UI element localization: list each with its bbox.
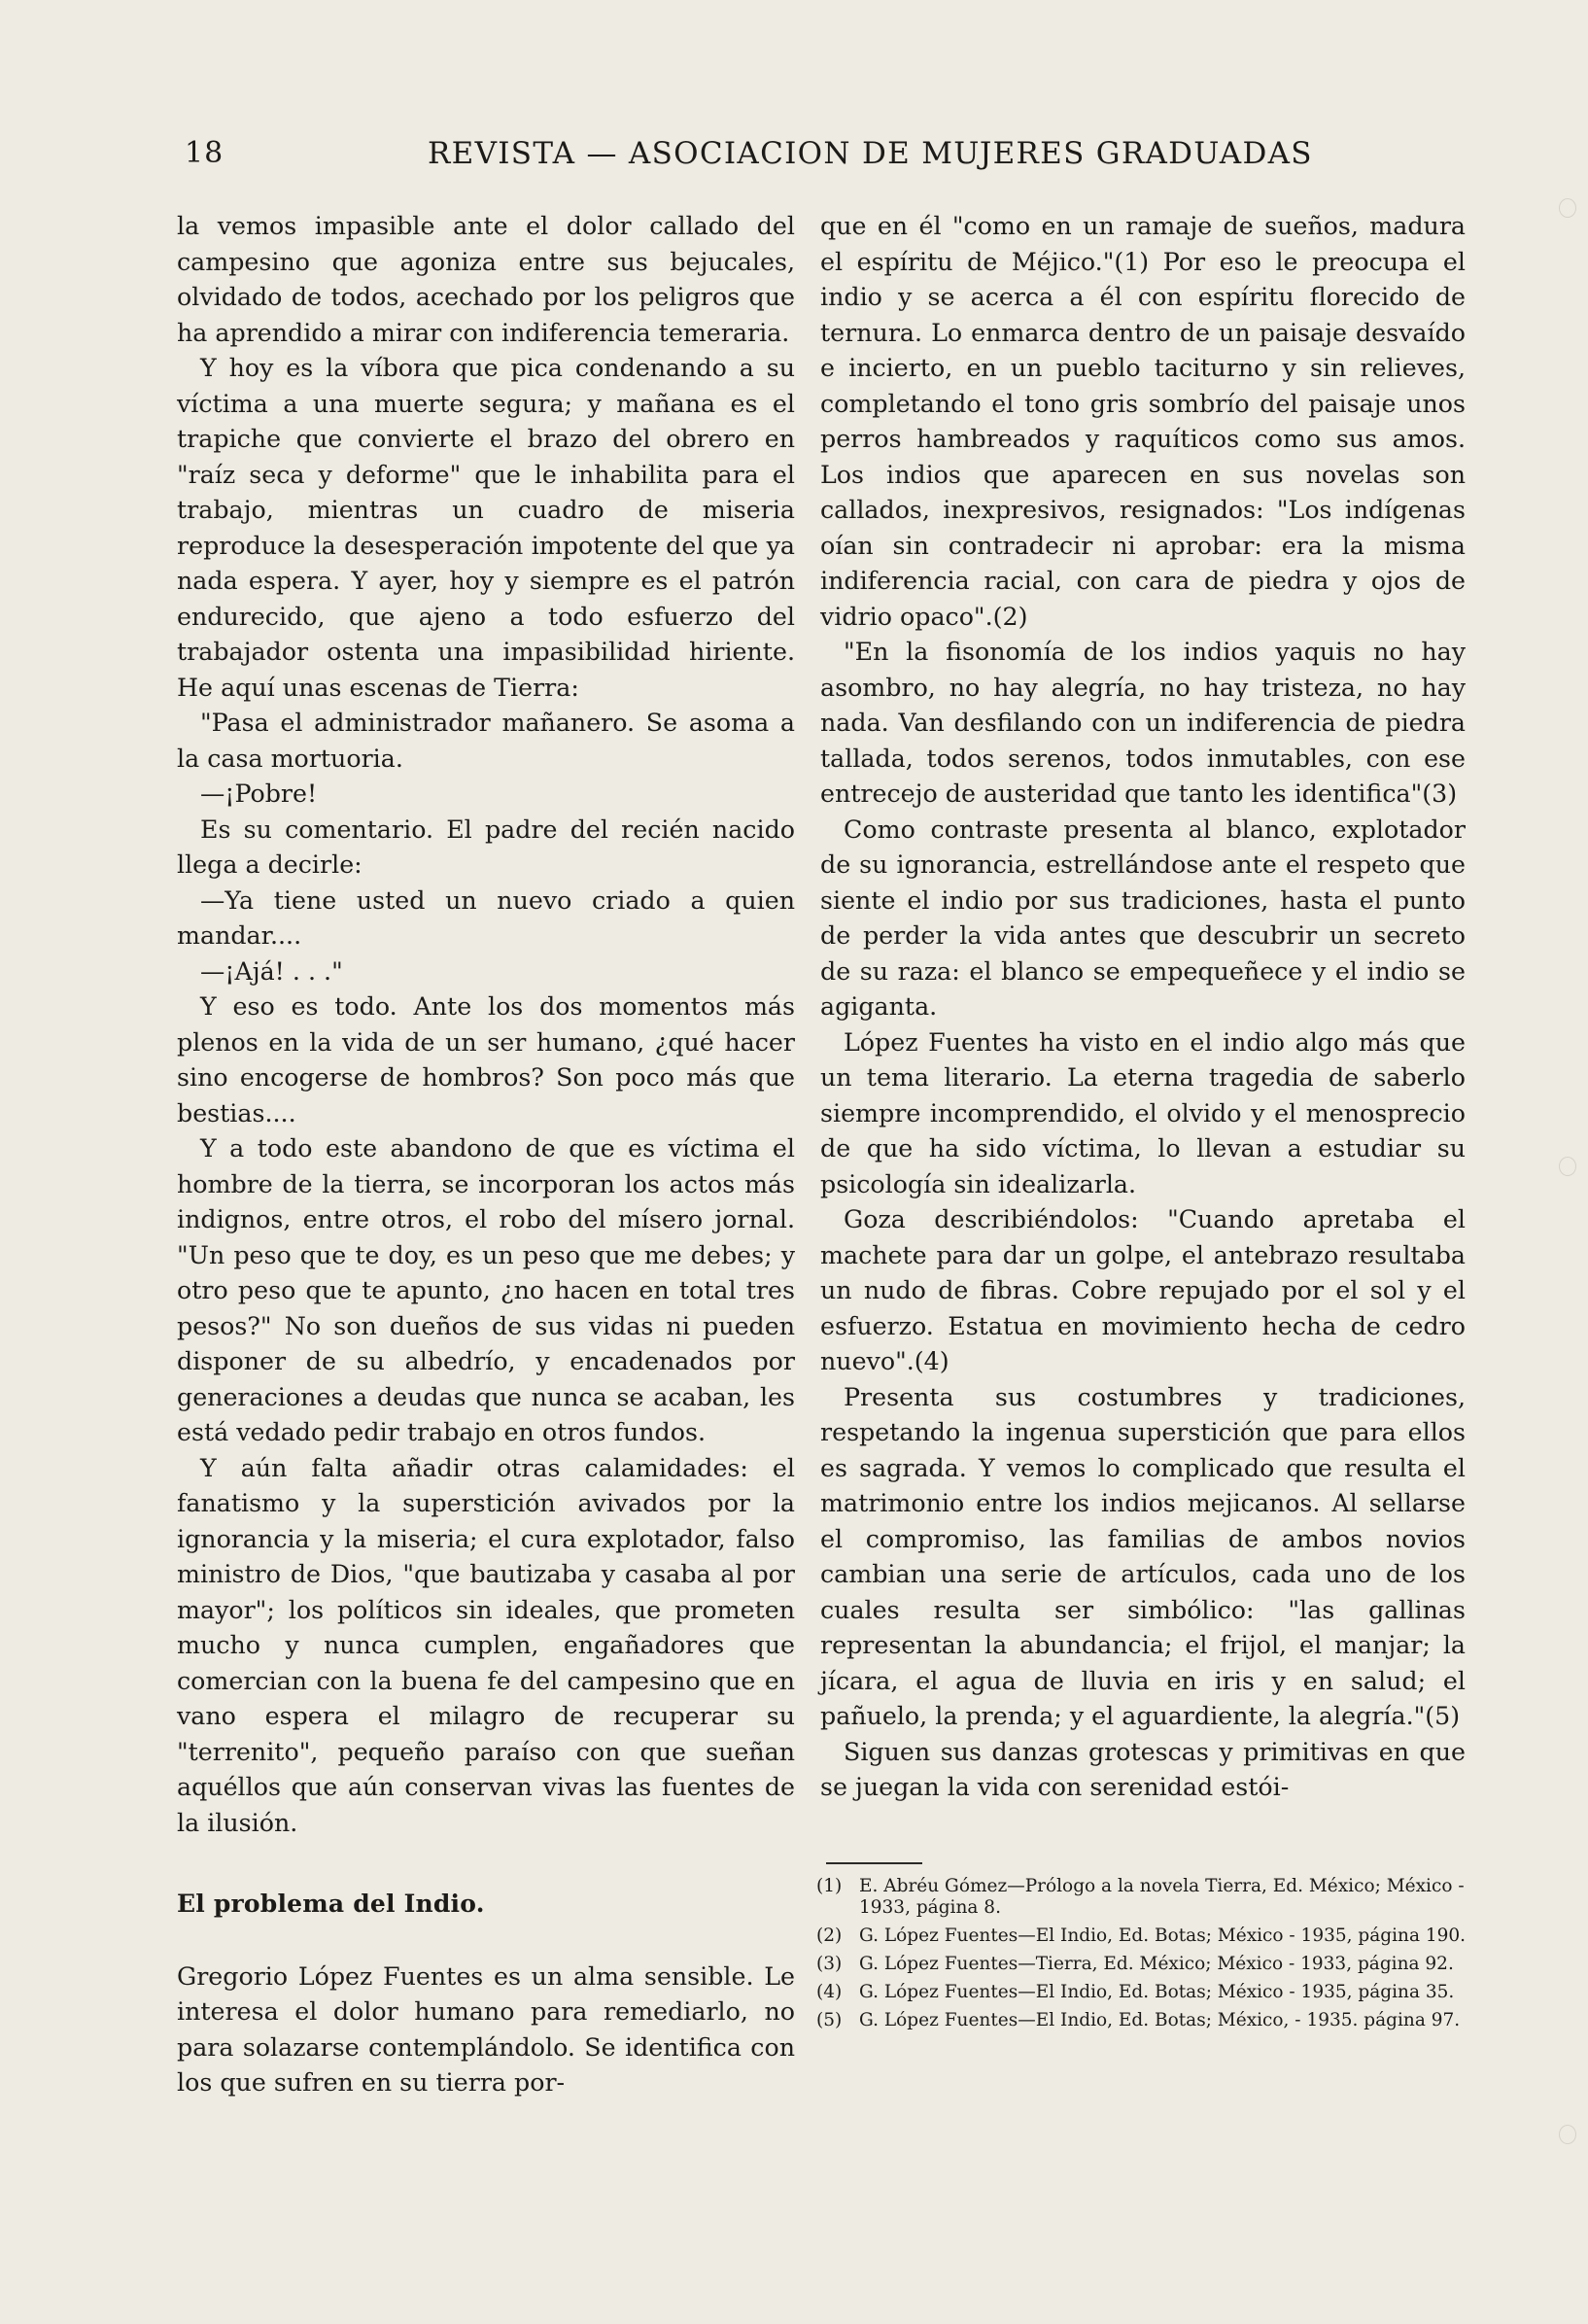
footnote-number: (2) [816, 1925, 843, 1946]
quoted-paragraph: "En la fisonomía de los indios yaquis no hay asombro, no hay alegría, no hay tristeza, no hay nada. Van desfilando con un indiferencia de piedra tallada, todos serenos, todos inmutables, con ese entrecejo de austeridad que tanto les identifica"(3) [820, 638, 1466, 808]
footnote-text: E. Abréu Gómez—Prólogo a la novela Tierra, Ed. México; México - 1933, página 8. [859, 1876, 1465, 1918]
footnote [816, 1876, 1467, 1919]
footnote-text: G. López Fuentes—El Indio, Ed. Botas; México - 1935, página 35. [859, 1982, 1455, 2002]
paragraph: Y aún falta añadir otras calamidades: el fanatismo y la superstición avivados por la ignorancia y la miseria; el cura explotador, falso ministro de Dios, "que bautizaba y casaba al por mayor"; los políticos sin ideales, que prometen mucho y nunca cumplen, engañadores que comercian con la buena fe del campesino que en vano espera el milagro de recuperar su "terrenito", pequeño paraíso con que sueñan aquéllos que aún conservan vivas las fuentes de la ilusión. [177, 1453, 795, 1837]
footnote [816, 1925, 1467, 1947]
paragraph: Y a todo este abandono de que es víctima el hombre de la tierra, se incorporan los actos más indignos, entre otros, el robo del mísero jornal. "Un peso que te doy, es un peso que me debes; y otro peso que te apunto, ¿no hacen en total tres pesos?" No son dueños de sus vidas ni pueden disponer de su albedrío, y encadenados por generaciones a deudas que nunca se acaban, les está vedado pedir trabajo en otros fundos. [177, 1134, 795, 1446]
footnote-number: (3) [816, 1954, 843, 1974]
paragraph: la vemos impasible ante el dolor callado del campesino que agoniza entre sus bejucales, olvidado de todos, acechado por los peligros que ha aprendido a mirar con indiferencia temeraria. [177, 212, 795, 347]
footnote-divider [826, 1862, 922, 1864]
page-number: 18 [185, 136, 224, 170]
paragraph: Es su comentario. El padre del recién nacido llega a decirle: [177, 815, 795, 879]
paragraph: Como contraste presenta al blanco, explotador de su ignorancia, estrellándose ante el respeto que siente el indio por sus tradiciones, hasta el punto de perder la vida antes que descubrir un secreto de su raza: el blanco se empequeñece y el indio se agiganta. [820, 815, 1466, 1021]
footnote-text: G. López Fuentes—El Indio, Ed. Botas; México - 1935, página 190. [859, 1925, 1467, 1946]
paragraph: Goza describiéndolos: "Cuando apretaba el machete para dar un golpe, el antebrazo resultaba un nudo de fibras. Cobre repujado por el sol y el esfuerzo. Estatua en movimiento hecha de cedro nuevo".(4) [820, 1205, 1466, 1375]
footnote [816, 2010, 1467, 2031]
running-title: REVISTA — ASOCIACION DE MUJERES GRADUADAS [428, 136, 1313, 171]
paragraph: Siguen sus danzas grotescas y primitivas en que se juegan la vida con serenidad estói- [820, 1737, 1466, 1801]
footnote-number: (4) [816, 1982, 843, 2002]
paragraph: Y eso es todo. Ante los dos momentos más plenos en la vida de un ser humano, ¿qué hacer sino encogerse de hombros? Son poco más que bestias.... [177, 992, 795, 1127]
section-title: El problema del Indio. [177, 1890, 485, 1918]
footnote-text: G. López Fuentes—El Indio, Ed. Botas; México, - 1935. página 97. [859, 2010, 1461, 2030]
right-text-column [820, 209, 1466, 1806]
page-binding-mark [1559, 2125, 1576, 2144]
paragraph: López Fuentes ha visto en el indio algo más que un tema literario. La eterna tragedia de saberlo siempre incomprendido, el olvido y el menosprecio de que ha sido víctima, lo llevan a estudiar su psicología sin idealizarla. [820, 1027, 1466, 1198]
paragraph: Presenta sus costumbres y tradiciones, respetando la ingenua superstición que para ellos es sagrada. Y vemos lo complicado que resulta el matrimonio entre los indios mejicanos. Al sellarse el compromiso, las familias de ambos novios cambian una serie de artículos, cada uno de los cuales resulta ser simbólico: "las gallinas representan la abundancia; el frijol, el manjar; la jícara, el agua de lluvia en iris y en salud; el pañuelo, la prenda; y el aguardiente, la alegría."(5) [820, 1382, 1466, 1730]
footnote-number: (5) [816, 2010, 843, 2030]
dialogue-line: —Ya tiene usted un nuevo criado a quien mandar.... [177, 885, 795, 950]
footnotes-section [816, 1876, 1467, 2038]
dialogue-line: —¡Pobre! [200, 780, 318, 808]
footnote [816, 1982, 1467, 2003]
dialogue-line: —¡Ajá! . . ." [200, 956, 343, 986]
page-header [185, 136, 1467, 187]
footnote-number: (1) [816, 1876, 843, 1896]
paragraph: Y hoy es la víbora que pica condenando a su víctima a una muerte segura; y mañana es el trapiche que convierte el brazo del obrero en "raíz seca y deforme" que le inhabilita para el trabajo, mientras un cuadro de miseria reproduce la desesperación impotente del que ya nada espera. Y ayer, hoy y siempre es el patrón endurecido, que ajeno a todo esfuerzo del trabajador ostenta una impasibilidad hiriente. He aquí unas escenas de Tierra: [177, 354, 795, 702]
page-binding-mark [1559, 198, 1576, 218]
footnote [816, 1954, 1467, 1975]
left-text-column [177, 209, 795, 2101]
quoted-paragraph: "Pasa el administrador mañanero. Se asoma a la casa mortuoria. [177, 709, 795, 773]
page-binding-mark [1559, 1157, 1576, 1176]
paragraph: que en él "como en un ramaje de sueños, madura el espíritu de Méjico."(1) Por eso le preocupa el indio y se acerca a él con espíritu florecido de ternura. Lo enmarca dentro de un paisaje desvaído e incierto, en un pueblo taciturno y sin relieves, completando el tono gris sombrío del paisaje unos perros hambreados y raquíticos como sus amos. Los indios que aparecen en sus novelas son callados, inexpresivos, resignados: "Los indígenas oían sin contradecir ni aprobar: era la misma indiferencia racial, con cara de piedra y ojos de vidrio opaco".(2) [820, 212, 1466, 631]
paragraph: Gregorio López Fuentes es un alma sensible. Le interesa el dolor humano para remediarlo, no para solazarse contemplándolo. Se identifica con los que sufren en su tierra por- [177, 1961, 795, 2097]
footnote-text: G. López Fuentes—Tierra, Ed. México; México - 1933, página 92. [859, 1954, 1454, 1974]
